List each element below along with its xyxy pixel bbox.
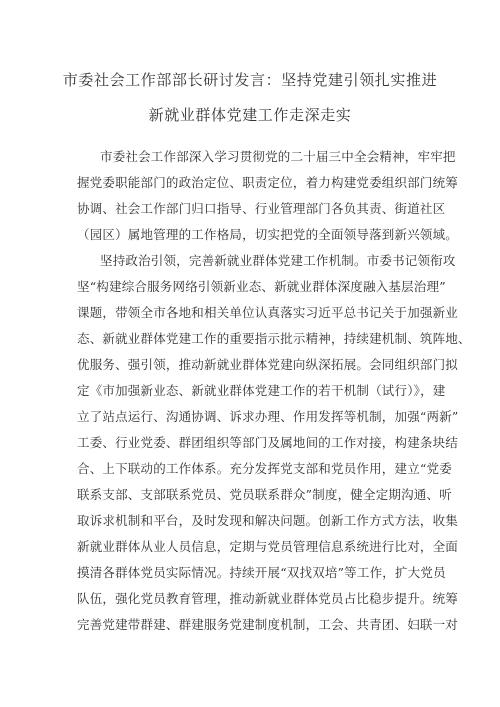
paragraph-2-line-8: 工委、行业党委、群团组织等部门及属地间的工作对接，构建条块结 [77,435,459,450]
document-title-line-2: 新就业群体党建工作走深走实 [148,106,352,124]
paragraph-1-line-4: （园区）属地管理的工作格局，切实把党的全面领导落到新兴领域。 [77,227,459,242]
paragraph-2-line-2: 坚“构建综合服务网络引领新业态、新就业群体深度融入基层治理” [77,279,446,294]
paragraph-2-line-3: 课题，带领全市各地和相关单位认真落实习近平总书记关于加强新业 [77,305,459,320]
paragraph-2-line-7: 立了站点运行、沟通协调、诉求办理、作用发挥等机制，加强“两新” [77,409,459,424]
paragraph-2-line-10: 联系支部、支部联系党员、党员联系群众”制度，健全定期沟通、听 [77,487,452,502]
paragraph-2-line-12: 新就业群体从业人员信息，定期与党员管理信息系统进行比对，全面 [77,539,459,554]
paragraph-2-line-1: 坚持政治引领，完善新就业群体党建工作机制。市委书记领衔攻 [100,253,456,268]
paragraph-2-line-11: 取诉求机制和平台，及时发现和解决问题。创新工作方式方法，收集 [77,513,459,528]
paragraph-2-line-9: 合、上下联动的工作体系。充分发挥党支部和党员作用，建立“党委 [77,461,452,476]
paragraph-2-line-15: 完善党建带群建、群建服务党建制度机制，工会、共青团、妇联一对 [77,617,459,632]
paragraph-2-line-5: 优服务、强引领，推动新就业群体党建向纵深拓展。会同组织部门拟 [77,357,459,372]
paragraph-1-line-3: 协调、社会工作部门归口指导、行业管理部门各负其责、街道社区 [77,201,446,216]
paragraph-1-line-2: 握党委职能部门的政治定位、职责定位，着力构建党委组织部门统筹 [77,175,459,190]
document-title-line-1: 市委社会工作部部长研讨发言：坚持党建引领扎实推进 [62,71,438,89]
paragraph-1-line-1: 市委社会工作部深入学习贯彻党的二十届三中全会精神，牢牢把 [100,149,456,164]
paragraph-2-line-14: 队伍，强化党员教育管理，推动新就业群体党员占比稳步提升。统筹 [77,591,459,606]
paragraph-2-line-4: 态、新就业群体党建工作的重要指示批示精神，持续建机制、筑阵地、 [77,331,471,346]
paragraph-2-line-6: 定《市加强新业态、新就业群体党建工作的若干机制（试行）》，建 [77,383,446,398]
paragraph-2-line-13: 摸清各群体党员实际情况。持续开展“双找双培”等工作，扩大党员 [77,565,446,580]
